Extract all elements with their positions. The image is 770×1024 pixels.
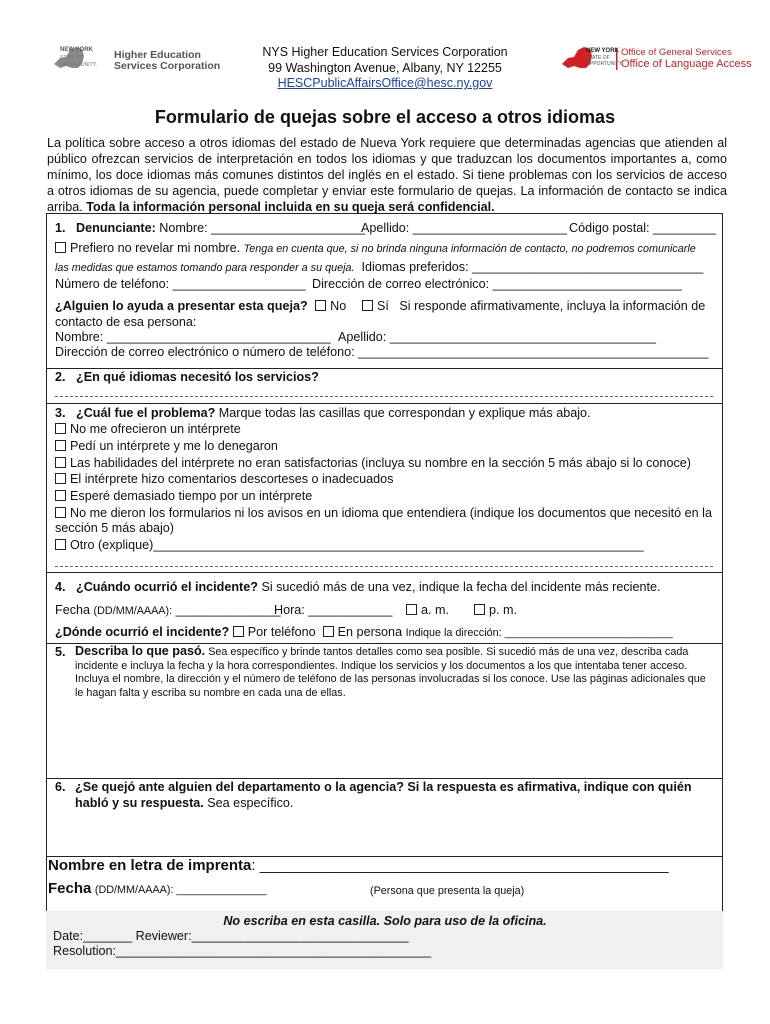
- describe-label: Describa lo que pasó.: [75, 644, 206, 658]
- intro-text: La política sobre acceso a otros idiomas del estado de Nueva York requiere que determinadas agencias que atienden al público ofrezcan servicios de interpretación en todos los idiomas y que traduzcan los documentos importantes a, como mínimo, los doce idiomas más comunes distintos del inglés en el estado. Si tiene problemas con los servicios de acceso a otros idiomas de su agencia, puede completar y enviar este formulario de quejas. La información de contacto se indica arriba.: [47, 136, 727, 214]
- problem-checkbox[interactable]: [55, 423, 66, 434]
- ogs-logo: [560, 44, 750, 78]
- when-question: ¿Cuándo ocurrió el incidente?: [76, 580, 258, 594]
- problem-other-checkbox[interactable]: [55, 539, 66, 550]
- where-question: ¿Dónde ocurrió el incidente?: [55, 625, 230, 639]
- helper-no-label: No: [330, 299, 347, 313]
- problem-checkbox[interactable]: [55, 473, 66, 484]
- last-name-field[interactable]: Apellido: ______________________: [361, 221, 567, 235]
- sign-date-field[interactable]: (DD/MM/AAAA): _______________: [94, 884, 267, 896]
- problem-option: [55, 489, 312, 504]
- problem-option-cont: sección 5 más abajo): [55, 521, 175, 535]
- email-field[interactable]: Dirección de correo electrónico: ___________________________: [312, 277, 682, 291]
- logo-r-org-line1: Office of General Services: [621, 47, 732, 58]
- complained-answer-area[interactable]: [75, 815, 715, 853]
- helper-yes-note: Si responde afirmativamente, incluya la información de: [399, 299, 706, 313]
- address-field[interactable]: Indique la dirección: ____________________________: [405, 627, 673, 639]
- helper-question-row: [55, 299, 346, 314]
- logo-state-sub2: OPPORTUNITY.: [60, 62, 97, 68]
- anonymous-label: Prefiero no revelar mi nombre.: [70, 241, 241, 255]
- logo-r-state-sub2: OPPORTUNITY.: [586, 61, 623, 67]
- problem-option: [55, 506, 712, 521]
- divider: [46, 572, 723, 573]
- problem-checkbox[interactable]: [55, 507, 66, 518]
- problem-option: [55, 439, 278, 454]
- print-name-label: Nombre en letra de imprenta: [48, 857, 252, 874]
- by-phone-label: Por teléfono: [247, 625, 316, 639]
- problem-option-label: No me ofrecieron un intérprete: [70, 422, 241, 436]
- logo-r-state-sub1: STATE OF: [586, 55, 610, 61]
- section-number: 2.: [55, 370, 66, 384]
- section-number: 5.: [55, 645, 66, 659]
- by-phone-checkbox[interactable]: [233, 626, 244, 637]
- helper-last-name-field[interactable]: Apellido: ______________________________________: [338, 330, 656, 344]
- zip-field[interactable]: Código postal: _________: [569, 221, 717, 235]
- am-label: a. m.: [421, 603, 449, 617]
- org-address: 99 Washington Avenue, Albany, NY 12255: [268, 60, 502, 75]
- complainant-label: Denunciante:: [76, 221, 156, 235]
- where-row: [55, 625, 673, 641]
- problem-option-label: Esperé demasiado tiempo por un intérprete: [70, 489, 313, 503]
- complained-question-block: [75, 780, 715, 811]
- anonymous-note: Tenga en cuenta que, si no brinda ninguna información de contacto, no podremos comunicarle: [243, 243, 696, 255]
- pm-option: [474, 603, 517, 618]
- time-field[interactable]: Hora: ____________: [274, 603, 393, 617]
- logo-state-sub1: STATE OF: [60, 55, 84, 61]
- section-3-row: [55, 406, 591, 421]
- when-hint: Si sucedió más de una vez, indique la fecha del incidente más reciente.: [261, 580, 661, 594]
- logo-state: NEW YORK: [60, 47, 93, 53]
- problem-checkbox[interactable]: [55, 490, 66, 501]
- org-email-link[interactable]: HESCPublicAffairsOffice@hesc.ny.gov: [277, 76, 493, 90]
- section-number: 4.: [55, 580, 66, 594]
- section-number: 6.: [55, 780, 66, 794]
- divider: [46, 368, 723, 369]
- in-person-label: En persona: [337, 625, 403, 639]
- complainant-caption: (Persona que presenta la queja): [370, 885, 525, 897]
- problem-other-line[interactable]: [55, 566, 713, 567]
- header-contact: [220, 45, 550, 92]
- helper-contact-label: contacto de esa persona:: [55, 315, 197, 329]
- pm-label: p. m.: [489, 603, 517, 617]
- logo-org-line1: Higher Education: [114, 49, 201, 61]
- problem-checkbox[interactable]: [55, 440, 66, 451]
- phone-field[interactable]: Número de teléfono: ___________________: [55, 277, 306, 291]
- first-name-field[interactable]: Nombre: ______________________: [159, 221, 366, 235]
- problem-question: ¿Cuál fue el problema?: [76, 406, 216, 420]
- divider: [46, 403, 723, 404]
- sign-date-row: [48, 881, 267, 898]
- section-number: 3.: [55, 406, 66, 420]
- problem-option-label: El intérprete hizo comentarios descorteses o inadecuados: [70, 472, 394, 486]
- logo-r-org-line2: Office of Language Access: [621, 58, 752, 70]
- helper-yes-row: [362, 299, 705, 314]
- problem-checkbox[interactable]: [55, 457, 66, 468]
- date-format: (DD/MM/AAAA):: [93, 605, 173, 617]
- problem-option-label: Las habilidades del intérprete no eran satisfactorias (incluya su nombre en la sección 5 más abajo si lo conoce): [70, 456, 691, 470]
- in-person-checkbox[interactable]: [323, 626, 334, 637]
- logo-org-line2: Services Corporation: [114, 60, 221, 72]
- problem-option: [55, 422, 241, 437]
- logo-r-state: NEW YORK: [586, 48, 619, 54]
- print-name-field[interactable]: : _________________________________________________: [251, 857, 669, 874]
- date-label: Fecha: [55, 603, 91, 617]
- complained-hint: Sea específico.: [203, 795, 294, 810]
- problem-option: [55, 456, 691, 471]
- helper-yes-checkbox[interactable]: [362, 300, 373, 311]
- section-number: 1.: [55, 221, 66, 235]
- am-option: [406, 603, 449, 618]
- pm-checkbox[interactable]: [474, 604, 485, 615]
- section-1-row: [55, 221, 365, 236]
- date-row: [55, 603, 281, 619]
- incident-date-field[interactable]: _______________: [175, 603, 281, 617]
- section-4-row: [55, 580, 660, 595]
- anonymous-note-cont: las medidas que estamos tomando para responder a su queja.: [55, 262, 355, 274]
- helper-yes-label: Sí: [377, 299, 389, 313]
- hesc-logo: [52, 44, 221, 78]
- helper-question: ¿Alguien lo ayuda a presentar esta queja?: [55, 299, 308, 313]
- helper-no-checkbox[interactable]: [315, 300, 326, 311]
- complained-question: ¿Se quejó ante alguien del departamento o la agencia? Si la respuesta es afirmativa, indique con quién habló y su respuesta.: [75, 780, 692, 810]
- describe-instructions: Sea específico y brinde tantos detalles como sea posible. Si sucedió más de una vez, describa cada incidente e incluya la fecha y la hora correspondientes. Indique los servicios y los documentos a los que intentaba tener acceso. Incluya el nombre, la dirección y el número de teléfono de las personas involucradas si los conoce. Use las páginas adicionales que le hagan falta y escriba su nombre en cada una de ellas.: [75, 646, 706, 699]
- intro-paragraph: [47, 135, 727, 215]
- office-date-reviewer: Date:_______ Reviewer:_______________________________: [53, 929, 409, 943]
- problem-option-label: No me dieron los formularios ni los avisos en un idioma que entendiera (indique los documentos que necesitó en la: [70, 506, 712, 520]
- problem-other-field[interactable]: Otro (explique)______________________________________________________________________: [70, 538, 644, 552]
- describe-paragraph: [75, 645, 715, 700]
- preferred-language-field[interactable]: Idiomas preferidos: _________________________________: [361, 260, 704, 274]
- languages-answer-line[interactable]: [55, 396, 713, 397]
- sign-date-label: Fecha: [48, 880, 92, 897]
- intro-bold: Toda la información personal incluida en su queja será confidencial.: [82, 200, 495, 214]
- org-name: NYS Higher Education Services Corporation: [262, 45, 508, 59]
- print-name-row: [48, 858, 669, 873]
- problem-other: [55, 538, 644, 553]
- office-use-title: No escriba en esta casilla. Solo para uso de la oficina.: [223, 914, 547, 928]
- am-checkbox[interactable]: [406, 604, 417, 615]
- divider: [46, 778, 723, 779]
- helper-contact-field[interactable]: Dirección de correo electrónico o número de teléfono: __________________________________________________: [55, 345, 709, 359]
- anonymous-row: [55, 241, 696, 257]
- problem-hint: Marque todas las casillas que correspondan y explique más abajo.: [218, 406, 591, 420]
- office-resolution: Resolution:_____________________________________________: [53, 944, 432, 958]
- helper-first-name-field[interactable]: Nombre: ________________________________: [55, 330, 331, 344]
- problem-option-label: Pedí un intérprete y me lo denegaron: [70, 439, 278, 453]
- problem-option: [55, 472, 393, 487]
- anonymous-note-row2: [55, 260, 703, 276]
- describe-answer-area[interactable]: [75, 705, 715, 773]
- section-2-row: [55, 370, 319, 385]
- languages-question: ¿En qué idiomas necesitó los servicios?: [76, 370, 319, 384]
- anonymous-checkbox[interactable]: [55, 242, 66, 253]
- page-title: Formulario de quejas sobre el acceso a otros idiomas: [154, 107, 616, 127]
